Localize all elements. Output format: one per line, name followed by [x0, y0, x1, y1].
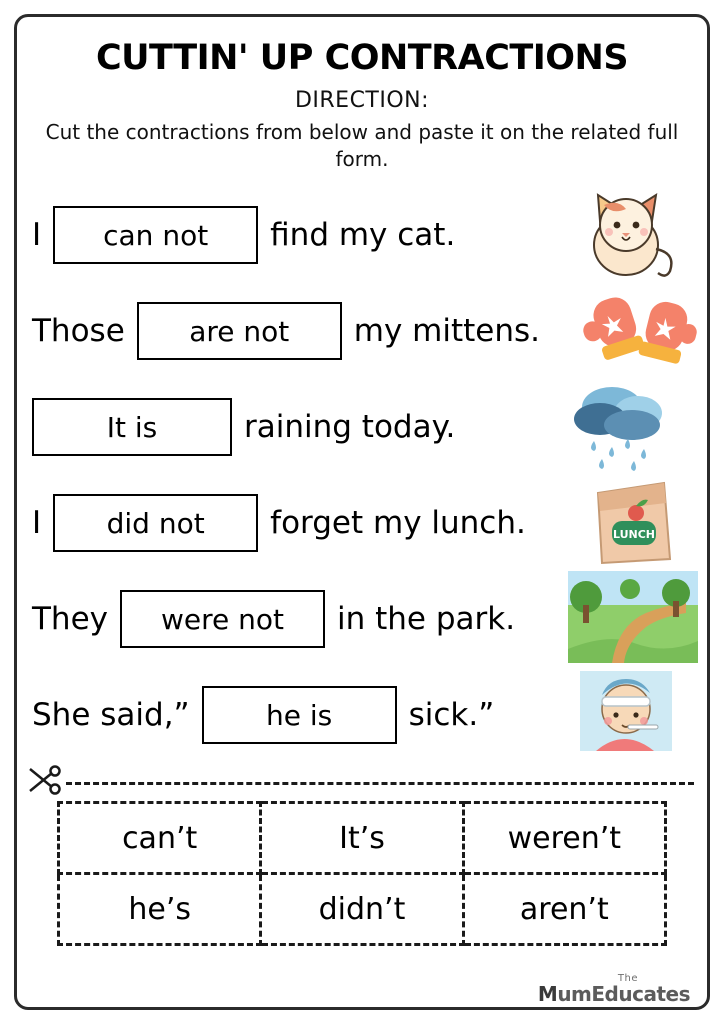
- sentence-right-text: find my cat.: [270, 217, 456, 253]
- cutout-cell[interactable]: It’s: [261, 803, 463, 874]
- brand-initial: M: [537, 982, 558, 1006]
- sentence-row: [26, 667, 698, 763]
- sentence-row: [26, 187, 698, 283]
- answer-blank[interactable]: can not: [53, 206, 258, 264]
- brand-the: The: [617, 973, 638, 984]
- cutout-cell[interactable]: didn’t: [261, 874, 463, 945]
- sentence-right-text: raining today.: [244, 409, 456, 445]
- sentence-right-text: sick.”: [408, 697, 495, 733]
- sentence-row: [26, 283, 698, 379]
- cutout-cell[interactable]: he’s: [59, 874, 261, 945]
- answer-blank[interactable]: It is: [32, 398, 232, 456]
- sentence-right-text: in the park.: [337, 601, 516, 637]
- scissors-icon: [26, 765, 62, 799]
- mittens-illustration: [578, 284, 698, 378]
- sentence-left-text: I: [32, 505, 42, 541]
- sentence-row: [26, 571, 698, 667]
- sentence-left-text: She said,”: [32, 697, 190, 733]
- cat-illustration: [578, 183, 688, 287]
- cut-dashed-line: [66, 782, 694, 785]
- sentence-row: [26, 475, 698, 571]
- svg-text:LUNCH: LUNCH: [612, 528, 656, 541]
- direction-text: Cut the contractions from below and paste it on the related full form.: [45, 120, 679, 171]
- cutout-cell[interactable]: can’t: [59, 803, 261, 874]
- direction-label: DIRECTION:: [294, 88, 430, 113]
- park-illustration: [568, 571, 698, 667]
- answer-blank[interactable]: are not: [137, 302, 342, 360]
- page-title: CUTTIN' UP CONTRACTIONS: [95, 38, 629, 78]
- sentence-row: [26, 379, 698, 475]
- sick-kid-illustration: [576, 663, 676, 767]
- answer-blank[interactable]: he is: [202, 686, 397, 744]
- contraction-cutouts-table: [57, 801, 667, 946]
- table-row: [59, 803, 666, 874]
- sentence-left-text: Those: [32, 313, 125, 349]
- answer-blank[interactable]: were not: [120, 590, 325, 648]
- table-row: [59, 874, 666, 945]
- worksheet-content: [26, 26, 698, 1006]
- sentence-right-text: forget my lunch.: [270, 505, 526, 541]
- brand-name: [538, 984, 690, 1004]
- brand-footer: [538, 974, 690, 1004]
- cut-line-row: [26, 769, 698, 795]
- cutout-cell[interactable]: weren’t: [463, 803, 665, 874]
- sentence-left-text: I: [32, 217, 42, 253]
- cutout-cell[interactable]: aren’t: [463, 874, 665, 945]
- brand-rest: umEducates: [557, 982, 690, 1006]
- sentence-left-text: They: [32, 601, 109, 637]
- lunch-bag-illustration: [578, 473, 688, 573]
- rain-cloud-illustration: [566, 377, 676, 477]
- answer-blank[interactable]: did not: [53, 494, 258, 552]
- sentence-right-text: my mittens.: [353, 313, 541, 349]
- sentence-list: [26, 187, 698, 763]
